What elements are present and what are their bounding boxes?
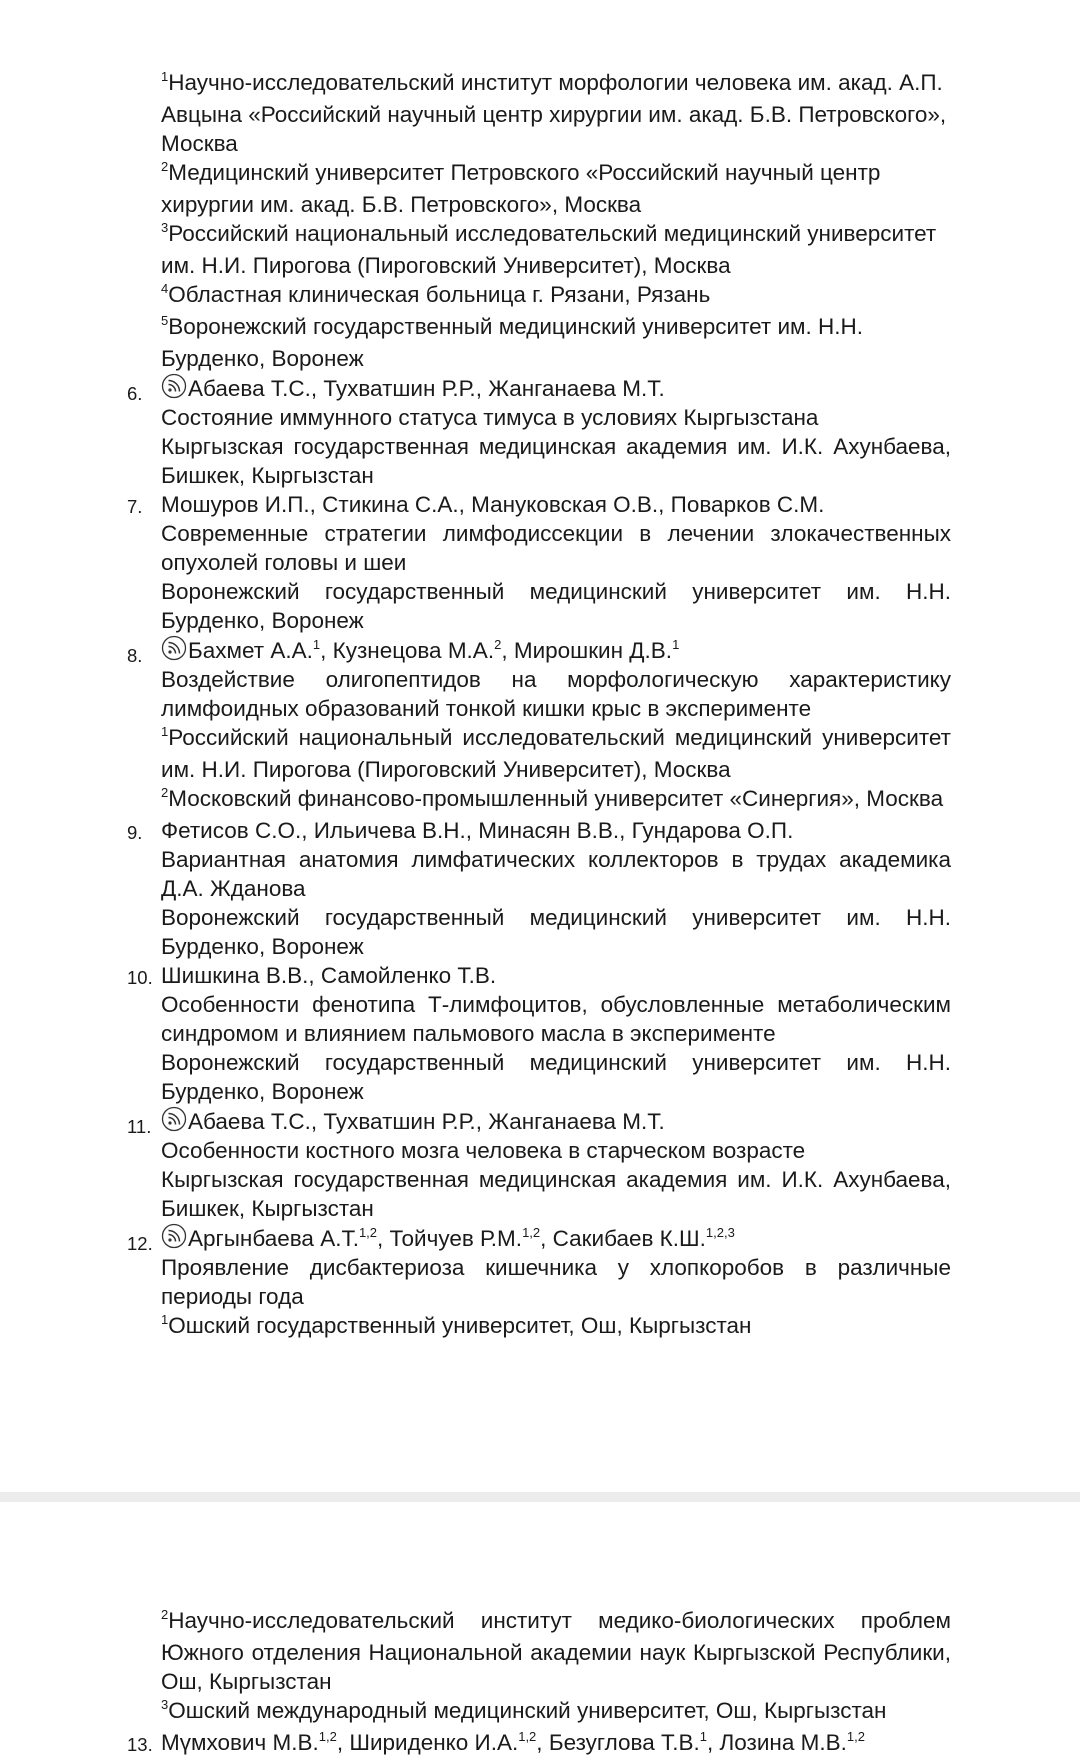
author-affiliation-marker: 1,2 [846,1729,865,1744]
author-separator: , [336,1730,350,1755]
affiliation-marker: 2 [161,785,169,800]
affiliation-line [161,432,951,490]
entry-title: Особенности фенотипа Т-лимфоцитов, обусловленные метаболическим синдромом и влиянием пальмового масла в эксперименте [161,992,951,1046]
affiliation-marker: 4 [161,281,169,296]
affiliation-line [161,1606,951,1696]
author-name: Фетисов С.О., Ильичева В.Н., Минасян В.В., Гундарова О.П. [161,818,794,843]
affiliation-marker: 1 [161,69,169,84]
entry-number: 8. [127,645,143,666]
author-line [161,1728,951,1757]
affiliation-line [161,723,951,784]
affiliation-marker: 1 [161,724,169,739]
program-entry [127,635,951,816]
affiliation-text: Научно-исследовательский институт морфологии человека им. акад. А.П. Авцына «Российский научный центр хирургии им. акад. Б.В. Петровского», Москва [161,70,947,156]
affiliation-text: Кыргызская государственная медицинская академия им. И.К. Ахунбаева, Бишкек, Кыргызстан [161,434,951,488]
affiliation-line [161,784,951,816]
affiliation-text: Ошский международный медицинский университет, Ош, Кыргызстан [168,1698,887,1723]
author-separator: , [706,1730,720,1755]
program-column-continued [127,1606,951,1757]
author-line [161,1106,951,1136]
affiliation-line [161,312,951,373]
author-affiliation-marker: 1 [672,637,680,652]
affiliation-text: Московский финансово-промышленный университет «Синергия», Москва [168,786,944,811]
author-name: Бахмет А.А. [188,638,313,663]
entry-number: 11. [127,1116,152,1137]
affiliation-marker: 3 [161,1697,169,1712]
author-line [161,816,951,845]
author-name: Мошуров И.П., Стикина С.А., Мануковская О.В., Поварков С.М. [161,492,825,517]
entry-title: Вариантная анатомия лимфатических коллекторов в трудах академика Д.А. Жданова [161,847,951,901]
author-line [161,635,951,665]
entry-title: Воздействие олигопептидов на морфологическую характеристику лимфоидных образований тонкой кишки крыс в эксперименте [161,667,951,721]
affiliation-line [161,280,951,312]
rss-feed-icon [161,1223,187,1249]
affiliation-text: Российский национальный исследовательский медицинский университет им. Н.И. Пирогова (Пироговский Университет), Москва [161,725,951,782]
program-entry [127,373,951,490]
author-affiliation-marker: 1,2 [358,1225,378,1240]
program-entry [127,1106,951,1223]
affiliation-line [161,68,951,158]
affiliation-text: Воронежский государственный медицинский университет им. Н.Н. Бурденко, Воронеж [161,314,863,371]
document-page-2 [0,1502,1080,1755]
entry-number: 9. [127,822,143,843]
author-affiliation-marker: 1,2,3 [705,1225,735,1240]
author-separator: , [377,1226,390,1251]
author-affiliation-marker: 1,2 [518,1729,537,1744]
rss-feed-icon [161,373,187,399]
affiliation-text: Областная клиническая больница г. Рязани, Рязань [168,282,711,307]
author-affiliation-marker: 2 [494,637,502,652]
author-name: Тойчуев Р.М. [389,1226,523,1251]
program-entry [127,490,951,635]
rss-feed-icon [161,1106,187,1132]
page-separator [0,1492,1080,1502]
author-name: Мирошкин Д.В. [513,638,673,663]
program-column [127,68,951,1343]
affiliation-marker: 2 [161,1607,169,1622]
author-name: Шишкина В.В., Самойленко Т.В. [161,963,497,988]
affiliation-line [161,1311,951,1343]
affiliation-marker: 1 [161,1312,169,1327]
author-name: Аргынбаева А.Т. [188,1226,359,1251]
program-entry [127,961,951,1106]
author-line [161,490,951,519]
author-affiliation-marker: 1,2 [318,1729,337,1744]
program-entry [127,816,951,961]
continued-affiliations [161,1606,951,1728]
affiliation-marker: 5 [161,313,169,328]
affiliation-line [161,577,951,635]
author-line [161,1223,951,1253]
affiliation-text: Кыргызская государственная медицинская академия им. И.К. Ахунбаева, Бишкек, Кыргызстан [161,1167,951,1221]
author-line [161,373,951,403]
entry-number: 13. [127,1734,153,1755]
author-name: Шириденко И.А. [349,1730,519,1755]
author-separator: , [540,1226,553,1251]
author-affiliation-marker: 1 [312,637,321,652]
author-name: Абаева Т.С., Тухватшин Р.Р., Жанганаева М.Т. [188,376,665,401]
author-affiliation-marker: 1,2 [522,1225,541,1240]
affiliation-text: Российский национальный исследовательский медицинский университет им. Н.И. Пирогова (Пироговский Университет), Москва [161,221,937,278]
entry-title: Состояние иммунного статуса тимуса в условиях Кыргызстана [161,405,819,430]
affiliation-text: Воронежский государственный медицинский университет им. Н.Н. Бурденко, Воронеж [161,905,951,959]
affiliation-line [161,1048,951,1106]
author-affiliation-marker: 1 [699,1729,707,1744]
author-name: Сакибаев К.Ш. [552,1226,706,1251]
entry-title: Особенности костного мозга человека в старческом возрасте [161,1138,806,1163]
author-name: Безуглова Т.В. [548,1730,700,1755]
entry-number: 7. [127,496,143,517]
rss-feed-icon [161,635,187,661]
affiliation-text: Медицинский университет Петровского «Российский научный центр хирургии им. акад. Б.В. Петровского», Москва [161,160,881,217]
entry-number: 6. [127,383,143,404]
author-name: Мүмхович М.В. [161,1730,319,1755]
author-name: Кузнецова М.А. [332,638,495,663]
program-entry [127,1728,951,1757]
affiliation-marker: 3 [161,220,169,235]
affiliation-text: Ошский государственный университет, Ош, Кыргызстан [168,1313,752,1338]
affiliation-text: Воронежский государственный медицинский университет им. Н.Н. Бурденко, Воронеж [161,1050,951,1104]
affiliation-marker: 2 [161,159,169,174]
program-entries [127,373,951,1343]
affiliation-line [161,219,951,280]
author-name: Абаева Т.С., Тухватшин Р.Р., Жанганаева М.Т. [188,1109,665,1134]
affiliation-text: Воронежский государственный медицинский университет им. Н.Н. Бурденко, Воронеж [161,579,951,633]
affiliation-line [161,1696,951,1728]
author-name: Лозина М.В. [719,1730,847,1755]
entry-title: Современные стратегии лимфодиссекции в лечении злокачественных опухолей головы и шеи [161,521,951,575]
lead-affiliations [161,68,951,373]
partial-entry [127,1728,951,1757]
entry-number: 10. [127,967,153,988]
author-line [161,961,951,990]
program-entry [127,1223,951,1343]
affiliation-text: Научно-исследовательский институт медико-биологических проблем Южного отделения Национальной академии наук Кыргызской Республики, Ош, Кыргызстан [161,1608,951,1694]
author-separator: , [536,1730,549,1755]
author-separator: , [501,638,514,663]
entry-number: 12. [127,1233,153,1254]
entry-title: Проявление дисбактериоза кишечника у хлопкоробов в различные периоды года [161,1255,951,1309]
author-separator: , [320,638,333,663]
affiliation-line [161,903,951,961]
affiliation-line [161,1165,951,1223]
affiliation-line [161,158,951,219]
